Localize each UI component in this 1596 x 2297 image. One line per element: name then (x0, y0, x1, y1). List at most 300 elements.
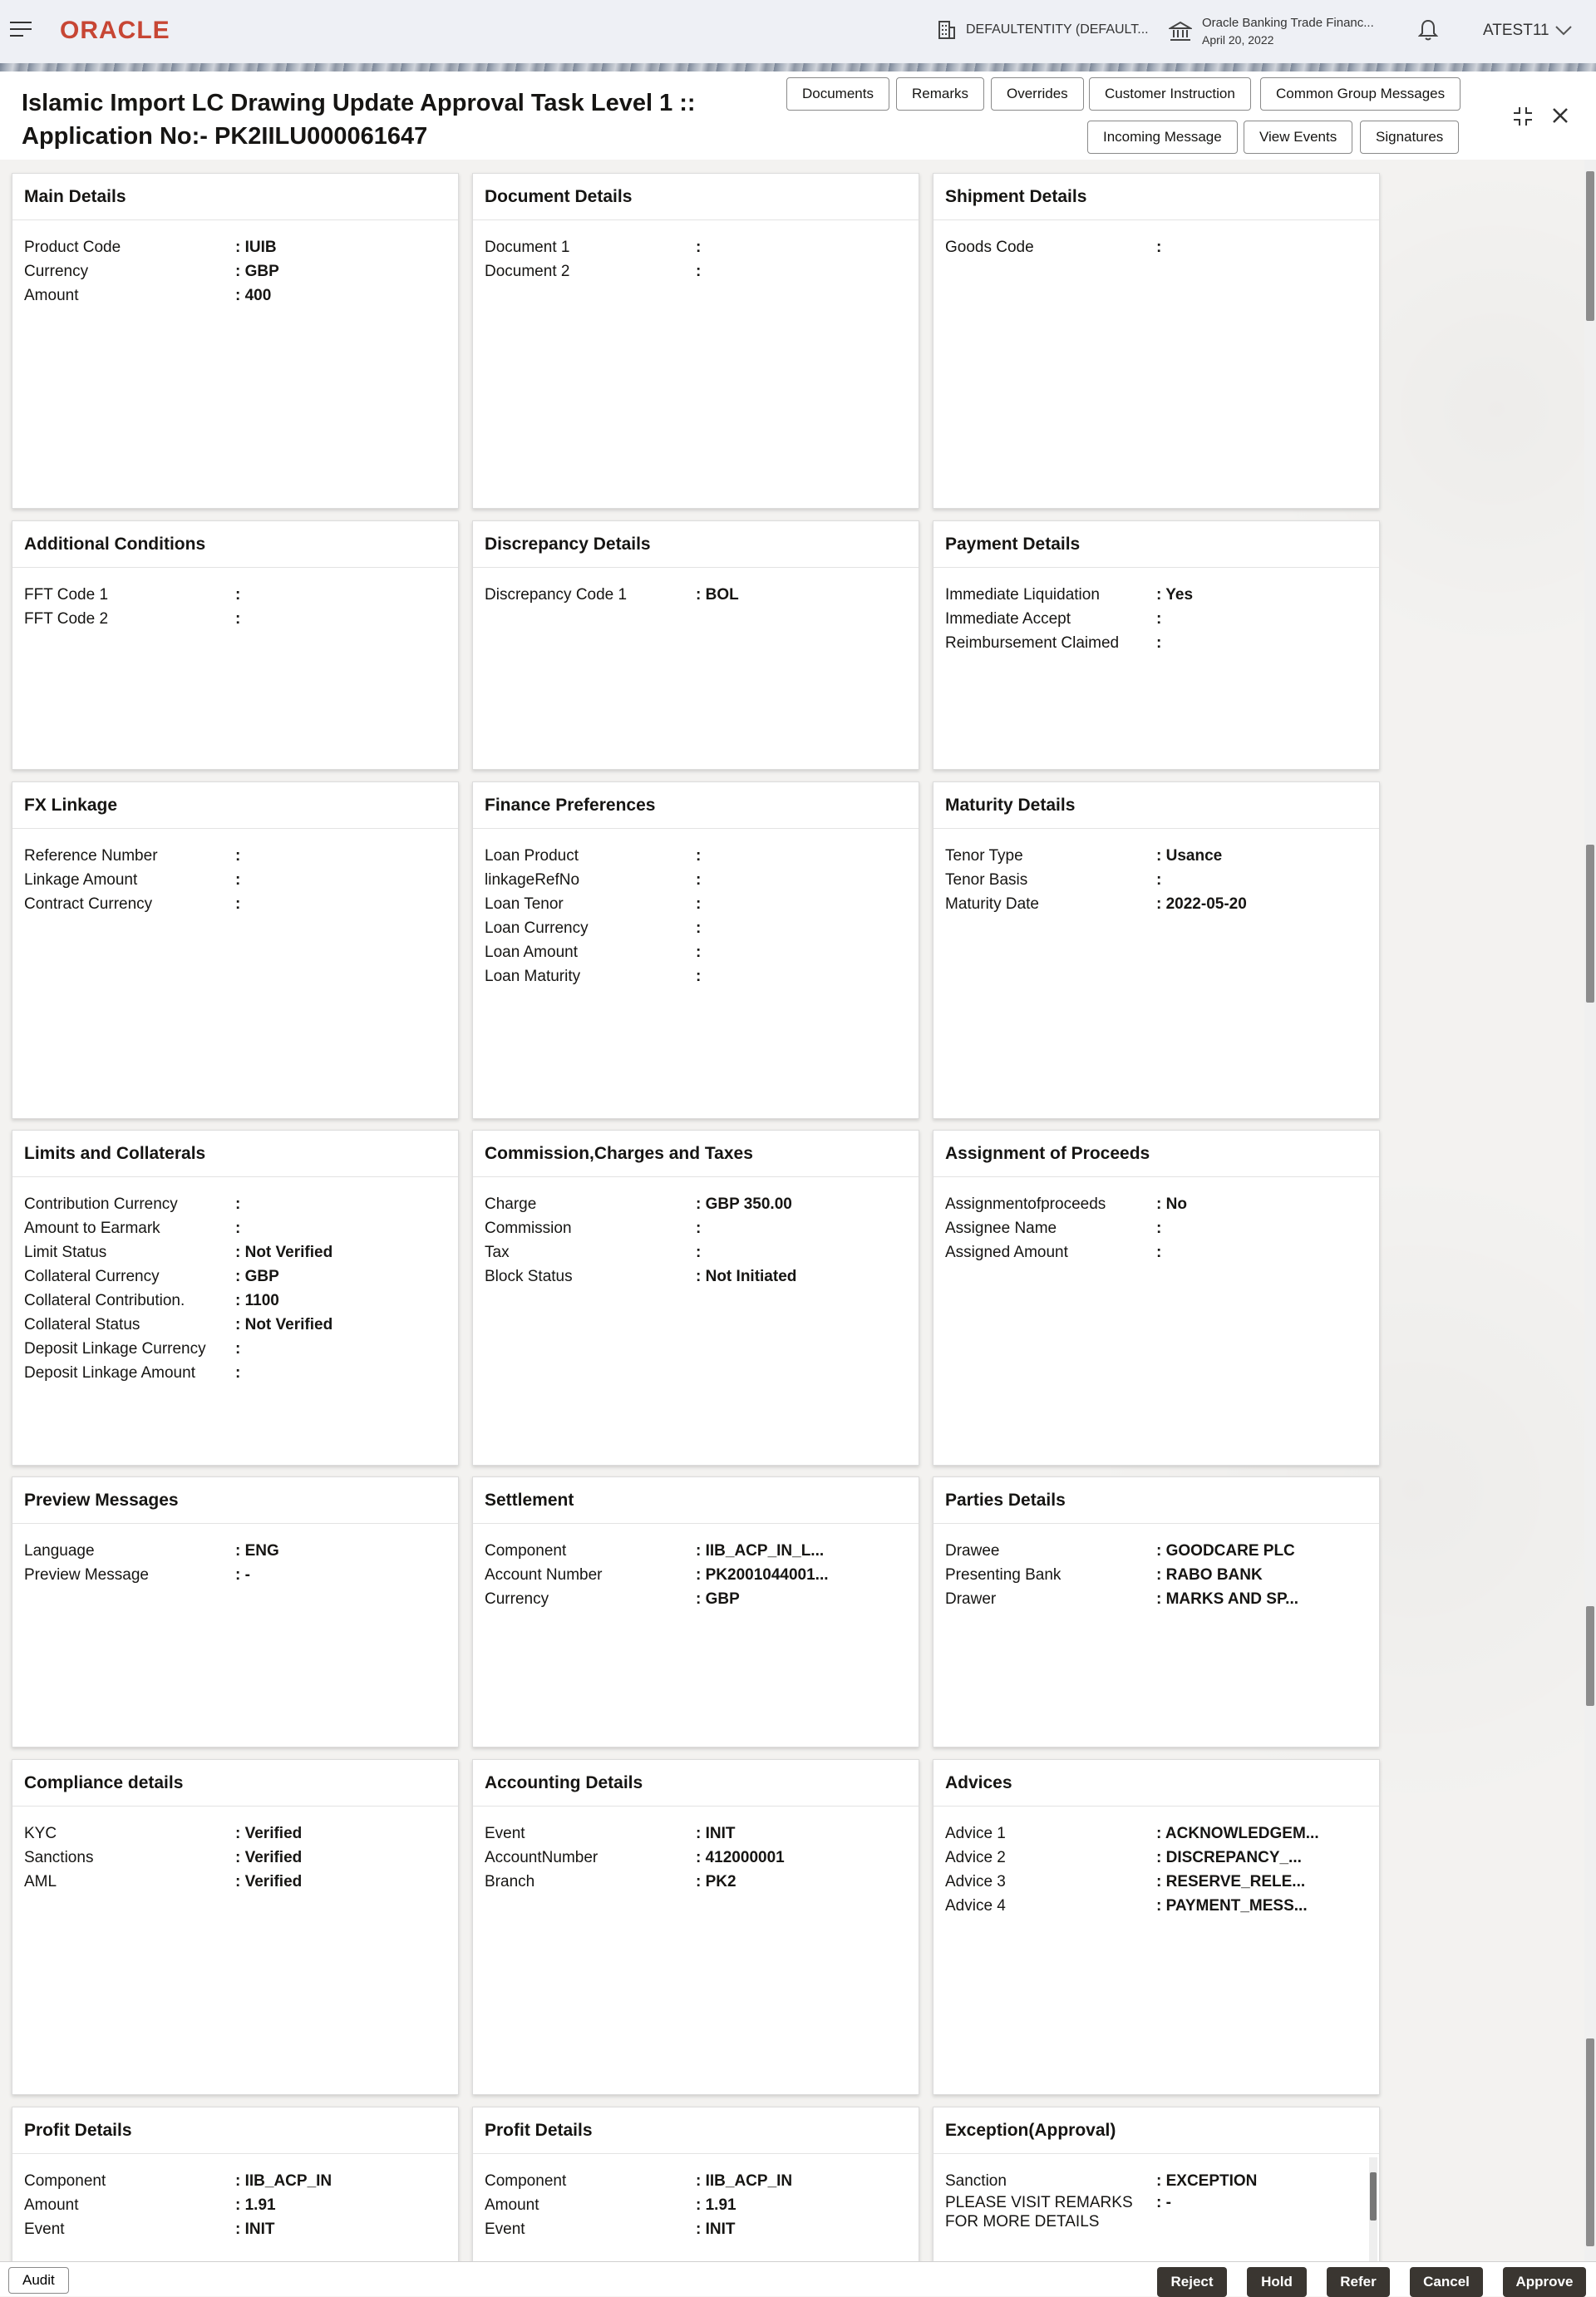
field-label: Reference Number (24, 847, 158, 865)
chevron-down-icon (1554, 25, 1573, 37)
card-title: Additional Conditions (12, 521, 458, 568)
card-rows (933, 1177, 1379, 1264)
field-value: : - (1156, 2194, 1171, 2211)
field-row (945, 2169, 1379, 2193)
field-value: : 1.91 (235, 2196, 276, 2214)
field-row (24, 583, 458, 607)
field-row (485, 964, 919, 988)
field-row (945, 1240, 1379, 1264)
customer-instruction-button[interactable]: Customer Instruction (1089, 77, 1251, 111)
hold-button[interactable]: Hold (1247, 2267, 1307, 2297)
profit-details-card-1 (12, 2107, 459, 2261)
field-value: : (235, 895, 241, 913)
field-label: Commission (485, 1220, 572, 1237)
card-title: Assignment of Proceeds (933, 1131, 1379, 1177)
field-row (24, 1216, 458, 1240)
bank-date: April 20, 2022 (1202, 33, 1274, 47)
field-value: : GBP (235, 1268, 279, 1285)
card-title: Payment Details (933, 521, 1379, 568)
incoming-message-button[interactable]: Incoming Message (1087, 121, 1238, 154)
field-row (485, 868, 919, 892)
field-value: : DISCREPANCY_... (1156, 1849, 1302, 1866)
field-value: : (696, 239, 702, 256)
field-value: : EXCEPTION (1156, 2172, 1258, 2190)
field-value: : PK2001044001... (696, 1566, 829, 1584)
field-row (24, 259, 458, 283)
field-label: Loan Tenor (485, 895, 564, 913)
advices-card (933, 1759, 1380, 2095)
card-title: FX Linkage (12, 782, 458, 829)
field-label: Reimbursement Claimed (945, 634, 1120, 652)
card-rows (933, 2154, 1379, 2233)
field-row (485, 583, 919, 607)
field-row (945, 892, 1379, 916)
field-label: Account Number (485, 1566, 603, 1584)
card-title: Shipment Details (933, 174, 1379, 220)
field-value: : MARKS AND SP... (1156, 1590, 1299, 1608)
field-label: AccountNumber (485, 1849, 598, 1866)
bank-icon (1169, 21, 1192, 42)
field-value: : (235, 1340, 241, 1358)
field-label: Event (485, 1825, 525, 1842)
scrollbar-thumb[interactable] (1586, 845, 1594, 1003)
user-name: ATEST11 (1483, 22, 1549, 39)
field-label: AML (24, 1873, 57, 1890)
menu-icon[interactable] (10, 22, 32, 40)
field-value: : (696, 847, 702, 865)
field-value: : (1156, 610, 1162, 628)
field-value: : (696, 919, 702, 937)
header-pattern-strip (0, 63, 1596, 71)
field-row (485, 1216, 919, 1240)
building-icon (938, 20, 956, 40)
parties-details-card (933, 1476, 1380, 1747)
card-rows (473, 829, 919, 988)
document-details-card (472, 173, 919, 509)
commission-charges-taxes-card (472, 1130, 919, 1466)
card-title: Limits and Collaterals (12, 1131, 458, 1177)
field-row (485, 259, 919, 283)
fx-linkage-card (12, 781, 459, 1119)
card-rows (473, 568, 919, 607)
field-label: linkageRefNo (485, 871, 580, 889)
field-label: Advice 4 (945, 1897, 1006, 1915)
field-row (945, 1216, 1379, 1240)
field-label: Collateral Status (24, 1316, 140, 1333)
page-title-line1: Islamic Import LC Drawing Update Approval Task Level 1 :: (22, 90, 696, 116)
card-title: Preview Messages (12, 1477, 458, 1524)
field-value: : GBP (696, 1590, 740, 1608)
field-label: Amount (485, 2196, 539, 2214)
field-value: : INIT (696, 2221, 736, 2238)
field-row (24, 1264, 458, 1289)
field-row (945, 1587, 1379, 1611)
field-value: : 1.91 (696, 2196, 736, 2214)
field-row (24, 1240, 458, 1264)
field-value: : Verified (235, 1825, 303, 1842)
field-label: Document 1 (485, 239, 570, 256)
field-value: : GBP (235, 263, 279, 280)
settlement-card (472, 1476, 919, 1747)
field-value: : (696, 1220, 702, 1237)
field-label: Collateral Contribution. (24, 1292, 185, 1309)
field-row (485, 1587, 919, 1611)
field-value: : IIB_ACP_IN_L... (696, 1542, 825, 1560)
field-row (24, 2217, 458, 2241)
field-label: Amount to Earmark (24, 1220, 160, 1237)
field-row (24, 1870, 458, 1894)
field-label: Advice 1 (945, 1825, 1006, 1842)
page-title (22, 86, 696, 153)
field-value: : 2022-05-20 (1156, 895, 1247, 913)
content-area (0, 160, 1584, 2261)
field-value: : INIT (235, 2221, 275, 2238)
bank-name: Oracle Banking Trade Financ... (1202, 16, 1374, 30)
field-value: : RESERVE_RELE... (1156, 1873, 1306, 1890)
field-row (24, 1313, 458, 1337)
finance-preferences-card (472, 781, 919, 1119)
assignment-of-proceeds-card (933, 1130, 1380, 1466)
field-label: Currency (485, 1590, 549, 1608)
field-value: : (1156, 239, 1162, 256)
cancel-button[interactable]: Cancel (1410, 2267, 1483, 2297)
field-value: : PK2 (696, 1873, 736, 1890)
field-value: : (1156, 1244, 1162, 1261)
exception-approval-card (933, 2107, 1380, 2261)
field-label: Document 2 (485, 263, 570, 280)
field-row (485, 2217, 919, 2241)
field-row (485, 1563, 919, 1587)
view-events-button[interactable]: View Events (1244, 121, 1352, 154)
scrollbar-thumb[interactable] (1586, 171, 1594, 321)
accounting-details-card (472, 1759, 919, 2095)
field-label: Contract Currency (24, 895, 153, 913)
field-row (945, 1894, 1379, 1918)
field-row (485, 892, 919, 916)
card-title: Settlement (473, 1477, 919, 1524)
card-rows (933, 568, 1379, 655)
field-label: Collateral Currency (24, 1268, 160, 1285)
field-value: : (235, 610, 241, 628)
reject-button[interactable]: Reject (1157, 2267, 1227, 2297)
field-value: : (235, 1195, 241, 1213)
field-value: : - (235, 1566, 250, 1584)
field-row (24, 1563, 458, 1587)
field-row (485, 2193, 919, 2217)
field-value: : ACKNOWLEDGEM... (1156, 1825, 1319, 1842)
card-title: Parties Details (933, 1477, 1379, 1524)
field-row (24, 1539, 458, 1563)
field-row (945, 1846, 1379, 1870)
field-label: Deposit Linkage Amount (24, 1364, 195, 1382)
preview-messages-card (12, 1476, 459, 1747)
field-label: FFT Code 2 (24, 610, 109, 628)
field-value: : (696, 968, 702, 985)
field-label: Tax (485, 1244, 510, 1261)
field-label: Component (485, 2172, 567, 2190)
field-label: Product Code (24, 239, 121, 256)
field-label: Tenor Type (945, 847, 1023, 865)
field-row (24, 1337, 458, 1361)
field-row (485, 1870, 919, 1894)
card-rows (12, 220, 458, 308)
field-row (945, 631, 1379, 655)
bell-icon[interactable] (1418, 18, 1438, 42)
approve-button[interactable]: Approve (1503, 2267, 1586, 2297)
card-rows (473, 1807, 919, 1894)
field-label: Drawer (945, 1590, 997, 1608)
discrepancy-details-card (472, 520, 919, 770)
field-label: Maturity Date (945, 895, 1039, 913)
field-label: Amount (24, 2196, 79, 2214)
card-rows (12, 568, 458, 631)
card-title: Main Details (12, 174, 458, 220)
field-row (24, 1846, 458, 1870)
field-value: : Not Verified (235, 1244, 333, 1261)
field-row (485, 1539, 919, 1563)
field-row (24, 892, 458, 916)
audit-button[interactable]: Audit (8, 2267, 69, 2294)
field-label: Goods Code (945, 239, 1034, 256)
field-row (24, 844, 458, 868)
card-rows (12, 2154, 458, 2241)
field-row (945, 1870, 1379, 1894)
field-row (24, 1821, 458, 1846)
field-row (485, 1846, 919, 1870)
field-value: : (235, 847, 241, 865)
field-label: Component (485, 1542, 567, 1560)
compliance-details-card (12, 1759, 459, 2095)
field-label: Loan Currency (485, 919, 589, 937)
field-label: Block Status (485, 1268, 573, 1285)
field-row (945, 1192, 1379, 1216)
field-row (24, 235, 458, 259)
card-rows (12, 1177, 458, 1385)
field-value: : GOODCARE PLC (1156, 1542, 1295, 1560)
card-rows (12, 829, 458, 916)
field-value: : 1100 (235, 1292, 279, 1309)
card-title: Commission,Charges and Taxes (473, 1131, 919, 1177)
entity-selector[interactable] (938, 20, 1149, 40)
field-label: Advice 3 (945, 1873, 1006, 1890)
field-row (945, 868, 1379, 892)
field-value: : (1156, 1220, 1162, 1237)
entity-label: DEFAULTENTITY (DEFAULT... (966, 22, 1149, 37)
field-row (945, 1563, 1379, 1587)
application-number: Application No:- PK2IILU000061647 (22, 123, 428, 150)
field-label: Immediate Liquidation (945, 586, 1100, 604)
field-value: : (235, 871, 241, 889)
field-value: : 400 (235, 287, 272, 304)
oracle-logo: ORACLE (60, 17, 170, 44)
field-label: Event (24, 2221, 65, 2238)
field-label: Loan Product (485, 847, 579, 865)
field-label: FFT Code 1 (24, 586, 109, 604)
field-label: Preview Message (24, 1566, 149, 1584)
field-label: KYC (24, 1825, 57, 1842)
field-value: : Yes (1156, 586, 1194, 604)
field-label: Sanctions (24, 1849, 94, 1866)
field-row (485, 940, 919, 964)
field-value: : IIB_ACP_IN (235, 2172, 332, 2190)
card-title: Finance Preferences (473, 782, 919, 829)
field-row (945, 844, 1379, 868)
close-icon[interactable] (1551, 106, 1569, 125)
field-row (485, 1240, 919, 1264)
field-row (24, 1289, 458, 1313)
field-value: : (696, 871, 702, 889)
field-value: : (696, 1244, 702, 1261)
field-value: : (696, 263, 702, 280)
field-row (945, 1539, 1379, 1563)
field-value: : Not Initiated (696, 1268, 797, 1285)
action-footer (0, 2261, 1596, 2296)
field-label: Contribution Currency (24, 1195, 178, 1213)
field-value: : (235, 1364, 241, 1382)
field-label: Linkage Amount (24, 871, 138, 889)
shipment-details-card (933, 173, 1380, 509)
field-row (945, 235, 1379, 259)
field-label: Immediate Accept (945, 610, 1071, 628)
bank-selector[interactable] (1169, 15, 1374, 48)
payment-details-card (933, 520, 1380, 770)
field-label: Sanction (945, 2172, 1007, 2190)
field-label: Presenting Bank (945, 1566, 1062, 1584)
card-rows (933, 220, 1379, 259)
card-rows (473, 220, 919, 283)
field-value: : Usance (1156, 847, 1223, 865)
field-label: PLEASE VISIT REMARKS FOR MORE DETAILS (945, 2194, 1133, 2230)
card-title: Profit Details (12, 2107, 458, 2154)
field-value: : (1156, 871, 1162, 889)
documents-button[interactable]: Documents (786, 77, 889, 111)
field-row (24, 2169, 458, 2193)
page-scrollbar[interactable] (1584, 160, 1596, 2261)
field-label: Deposit Linkage Currency (24, 1340, 206, 1358)
field-row (485, 916, 919, 940)
card-title: Exception(Approval) (933, 2107, 1379, 2154)
card-rows (933, 1807, 1379, 1918)
field-row (24, 2193, 458, 2217)
main-details-card (12, 173, 459, 509)
field-value: : GBP 350.00 (696, 1195, 792, 1213)
field-label: Tenor Basis (945, 871, 1028, 889)
title-area (0, 71, 1596, 160)
field-row (485, 2169, 919, 2193)
card-title: Document Details (473, 174, 919, 220)
limits-collaterals-card (12, 1130, 459, 1466)
card-title: Accounting Details (473, 1760, 919, 1807)
field-label: Branch (485, 1873, 535, 1890)
field-row (485, 235, 919, 259)
field-value: : RABO BANK (1156, 1566, 1263, 1584)
refer-button[interactable]: Refer (1327, 2267, 1390, 2297)
card-rows (933, 1524, 1379, 1611)
field-row (24, 1361, 458, 1385)
field-label: Assigned Amount (945, 1244, 1068, 1261)
field-value: : No (1156, 1195, 1187, 1213)
field-value: : Not Verified (235, 1316, 333, 1333)
field-value: : IIB_ACP_IN (696, 2172, 793, 2190)
field-value: : BOL (696, 586, 739, 604)
field-label: Drawee (945, 1542, 1000, 1560)
field-label: Limit Status (24, 1244, 107, 1261)
field-value: : (696, 944, 702, 961)
field-row (485, 844, 919, 868)
card-rows (12, 1524, 458, 1587)
card-title: Maturity Details (933, 782, 1379, 829)
field-value: : INIT (696, 1825, 736, 1842)
card-rows (12, 1807, 458, 1894)
field-value: : Verified (235, 1873, 303, 1890)
field-label: Assignmentofproceeds (945, 1195, 1106, 1213)
field-value: : Verified (235, 1849, 303, 1866)
card-rows (933, 829, 1379, 916)
maturity-details-card (933, 781, 1380, 1119)
field-value: : PAYMENT_MESS... (1156, 1897, 1308, 1915)
field-label: Component (24, 2172, 106, 2190)
field-label: Loan Amount (485, 944, 578, 961)
minimize-icon[interactable] (1511, 105, 1534, 128)
field-value: : (1156, 634, 1162, 652)
field-label: Discrepancy Code 1 (485, 586, 628, 604)
field-value: : (235, 586, 241, 604)
field-label: Assignee Name (945, 1220, 1057, 1237)
card-title: Discrepancy Details (473, 521, 919, 568)
field-row (24, 868, 458, 892)
scrollbar-thumb[interactable] (1586, 2038, 1594, 2246)
field-label: Charge (485, 1195, 537, 1213)
field-label: Loan Maturity (485, 968, 581, 985)
field-row (24, 607, 458, 631)
field-row (24, 283, 458, 308)
common-group-messages-button[interactable]: Common Group Messages (1260, 77, 1461, 111)
scrollbar-thumb[interactable] (1586, 1606, 1594, 1706)
field-row (485, 1821, 919, 1846)
field-row (945, 1821, 1379, 1846)
field-label: Amount (24, 287, 79, 304)
signatures-button[interactable]: Signatures (1360, 121, 1459, 154)
card-rows (473, 1524, 919, 1611)
card-scrollbar[interactable] (1369, 2157, 1377, 2261)
field-value: : IUIB (235, 239, 277, 256)
field-row (945, 2193, 1379, 2233)
field-row (24, 1192, 458, 1216)
card-title: Compliance details (12, 1760, 458, 1807)
card-title: Profit Details (473, 2107, 919, 2154)
remarks-button[interactable]: Remarks (896, 77, 984, 111)
field-row (485, 1264, 919, 1289)
field-label: Event (485, 2221, 525, 2238)
overrides-button[interactable]: Overrides (991, 77, 1084, 111)
field-label: Advice 2 (945, 1849, 1006, 1866)
field-row (485, 1192, 919, 1216)
field-value: : ENG (235, 1542, 279, 1560)
card-title: Advices (933, 1760, 1379, 1807)
user-menu[interactable] (1483, 22, 1573, 40)
card-rows (473, 1177, 919, 1289)
profit-details-card-2 (472, 2107, 919, 2261)
field-value: : (696, 895, 702, 913)
field-label: Language (24, 1542, 95, 1560)
field-value: : 412000001 (696, 1849, 785, 1866)
field-value: : (235, 1220, 241, 1237)
field-row (945, 583, 1379, 607)
top-bar (0, 0, 1596, 64)
additional-conditions-card (12, 520, 459, 770)
field-label: Currency (24, 263, 89, 280)
card-rows (473, 2154, 919, 2241)
